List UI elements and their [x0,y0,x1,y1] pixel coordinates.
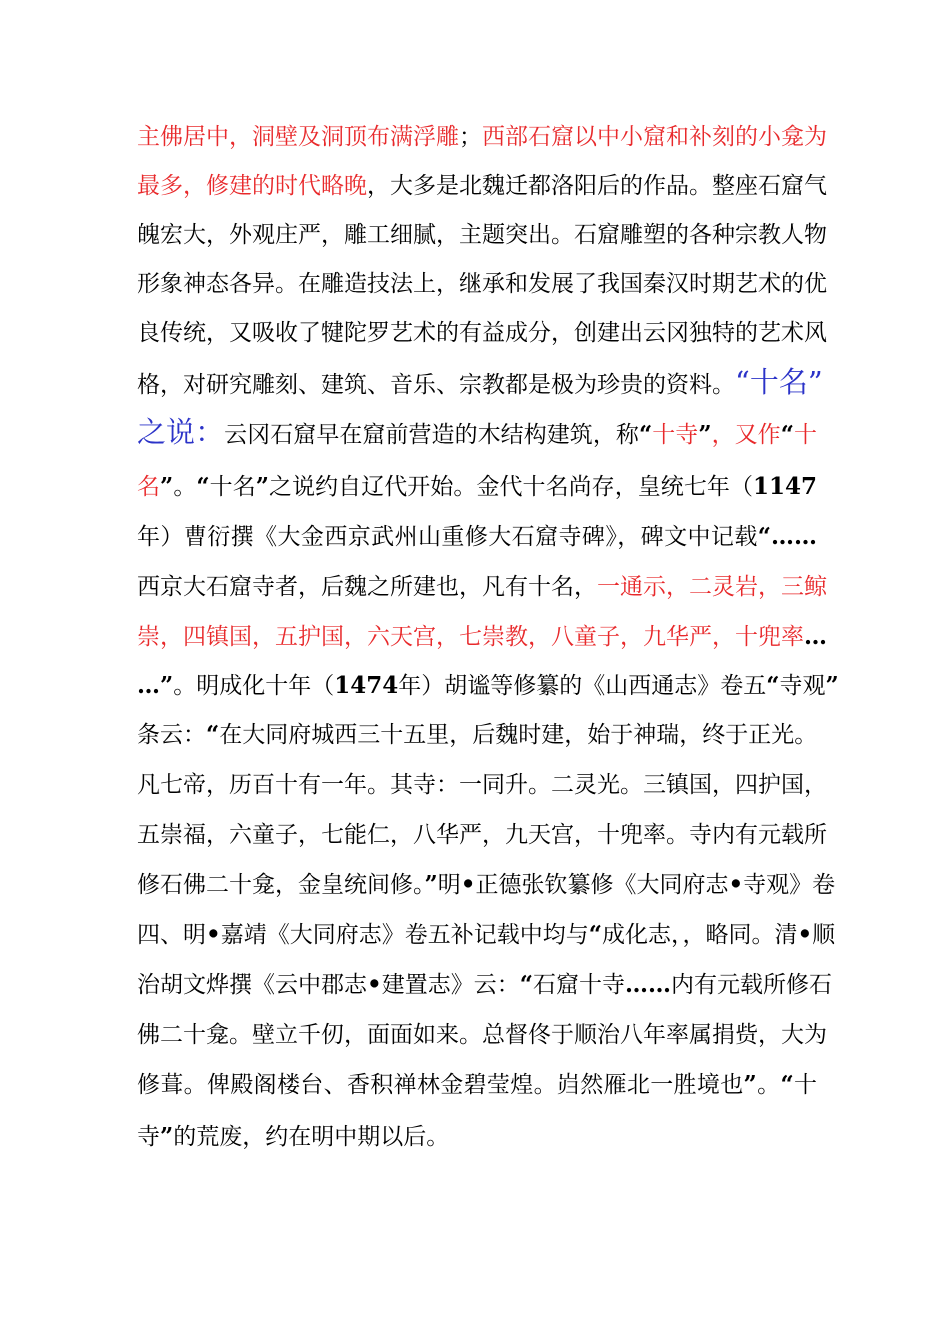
text-segment: 。 [756,1072,781,1098]
text-segment: 十 [793,1072,818,1098]
text-segment: 成化志，，略同。清 [601,922,798,948]
text-segment: • [460,871,476,898]
text-segment: ” [698,421,712,448]
text-line [137,512,817,562]
text-line [137,210,827,260]
text-line [137,612,827,662]
text-segment: 格，对研究雕刻、建筑、音乐、宗教都是极为珍贵的资料。 [137,372,735,398]
text-segment: 在大同府城西三十五里，后魏时建，始于神瑞，终于正光。 [219,722,818,748]
text-line [137,910,836,960]
text-segment: 西部石窟以中小窟和补刻的小龛为 [482,124,827,150]
text-segment: 修石佛二十龛，金皇统间修。 [137,872,425,898]
text-segment: 的荒废，约在明中期以后。 [173,1124,450,1150]
text-segment: 年）曹衍撰《大金西京武州山重修大石窟寺碑》，碑文中记载 [137,524,758,550]
text-segment: ” [160,1123,174,1150]
text-segment: 建置志》云： [381,972,520,998]
text-segment: 主佛居中，洞壁及洞顶布满浮雕 [137,124,459,150]
text-segment: 1147 [753,473,818,500]
text-line [137,810,827,860]
text-segment: “ [206,721,220,748]
text-segment: 魄宏大，外观庄严，雕工细腻，主题突出。石窟雕塑的各种宗教人物 [137,222,827,248]
text-segment: 嘉靖《大同府志》卷五补记载中均与 [220,922,589,948]
text-segment: “ [780,1071,794,1098]
text-segment: 四、明 [137,922,206,948]
text-segment: 之说约自辽代开始。金代十名尚存，皇统七年（ [268,474,753,500]
text-segment: 十名 [209,474,256,500]
text-segment: 修葺。俾殿阁楼台、香积禅林金碧莹煌。岿然雁北一胜境也 [137,1072,744,1098]
text-segment: 十 [793,422,818,448]
text-segment: 最多，修建的时代略晚 [137,173,367,199]
text-line [137,1112,817,1162]
text-line [137,357,823,407]
section-heading-text: “十名” [735,365,823,399]
text-segment: 凡七帝，历百十有一年。其寺：一同升。二灵光。三镇国，四护国， [137,772,827,798]
text-segment: 云冈石窟早在窟前营造的木结构建筑，称 [224,422,639,448]
text-segment: 正德张钦纂修《大同府志 [475,872,729,898]
text-segment: 西京大石窟寺者，后魏之所建也，凡有十名， [137,574,597,600]
text-line [137,1060,817,1110]
text-segment: 一通示，二灵岩，三鲸 [597,574,827,600]
text-segment: 十寺 [652,422,699,448]
text-segment: 治胡文烨撰《云中郡志 [137,972,367,998]
text-segment: 崇，四镇国，五护国，六天宫，七崇教，八童子，九华严，十兜率 [137,624,804,650]
text-segment: 1474 [334,672,399,699]
text-segment: ” [743,1071,757,1098]
text-segment: ，大多是北魏迁都洛阳后的作品。整座石窟气 [367,173,827,199]
text-segment: 寺 [137,1124,160,1150]
text-segment: 顺 [812,922,836,948]
text-line [137,562,827,612]
text-segment: • [206,921,221,948]
text-segment: • [797,921,813,948]
text-segment: 良传统，又吸收了犍陀罗艺术的有益成分，创建出云冈独特的艺术风 [137,320,827,346]
text-segment: ； [459,124,482,150]
text-segment: ，又作 [711,422,781,448]
text-line [137,462,817,512]
section-heading-text: 之说： [137,415,225,449]
text-segment: …” [137,672,174,699]
text-line [137,710,817,760]
text-line [137,860,836,910]
text-segment: 名 [137,474,161,500]
text-segment: “ [519,971,533,998]
text-segment: 内有元载所修石 [670,972,832,998]
text-segment: “…… [757,523,817,550]
text-segment: “ [780,421,794,448]
text-segment: 明 [437,872,461,898]
text-segment: 寺观 [779,673,826,699]
text-segment: ” [424,871,438,898]
text-segment: 形象神态各异。在雕造技法上，继承和发展了我国秦汉时期艺术的优 [137,271,827,297]
text-segment: 。明成化十年（ [173,673,335,699]
text-segment: 佛二十龛。壁立千仞，面面如来。总督佟于顺治八年率属捐赀，大为 [137,1022,827,1048]
text-line [137,259,827,309]
text-segment: 寺观》卷 [743,872,836,898]
text-line [137,960,832,1010]
text-line [137,407,817,457]
text-segment: “ [588,921,602,948]
text-segment: ” [825,672,839,699]
text-segment: …… [624,971,671,998]
text-segment: 条云： [137,722,206,748]
text-segment: “ [638,421,653,448]
text-segment: • [728,871,744,898]
text-line [137,1010,827,1060]
text-line [137,661,839,711]
text-segment: “ [766,672,780,699]
text-segment: 石窟十寺 [532,972,625,998]
text-segment: • [367,971,382,998]
text-segment: 五崇福，六童子，七能仁，八华严，九天宫，十兜率。寺内有元载所 [137,822,827,848]
text-segment: “ [196,473,210,500]
text-line [137,112,827,162]
text-segment: 。 [173,474,197,500]
text-segment: … [804,623,827,650]
text-line [137,760,827,810]
text-line [137,161,827,211]
text-segment: 年）胡谧等修纂的《山西通志》卷五 [398,673,767,699]
text-line [137,308,827,358]
text-segment: ” [255,473,269,500]
text-segment: ” [160,473,174,500]
